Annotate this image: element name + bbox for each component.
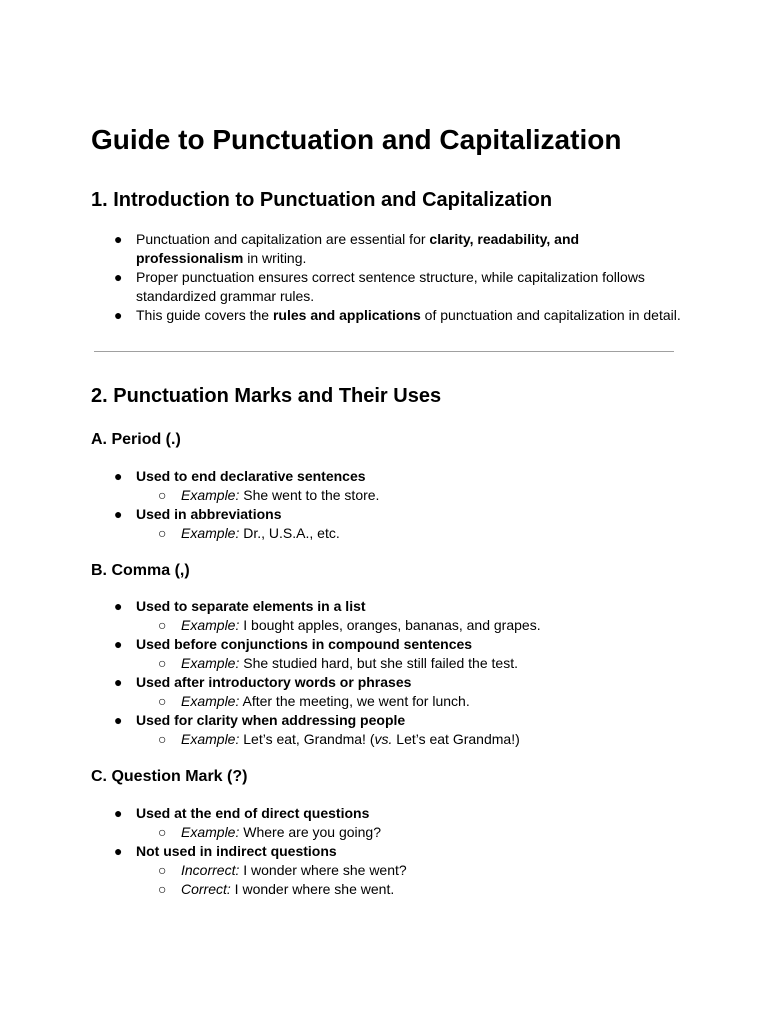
list-item: ● Proper punctuation ensures correct sentence structure, while capitalization follows standardized grammar rules.: [114, 269, 645, 304]
bullet-icon: ●: [114, 506, 123, 522]
circle-bullet-icon: ○: [158, 881, 167, 897]
bullet-icon: ●: [114, 468, 123, 484]
horizontal-divider: [94, 351, 674, 352]
bullet-icon: ●: [114, 231, 123, 247]
list-item: ● Used for clarity when addressing people: [114, 712, 406, 728]
example-item: ○ Example: She went to the store.: [158, 487, 380, 503]
correct-example-item: ○ Correct: I wonder where she went.: [158, 881, 395, 897]
bullet-icon: ●: [114, 712, 123, 728]
example-item: ○ Example: I bought apples, oranges, bananas, and grapes.: [158, 617, 541, 633]
example-item: ○ Example: Where are you going?: [158, 824, 381, 840]
incorrect-example-item: ○ Incorrect: I wonder where she went?: [158, 862, 407, 878]
bullet-icon: ●: [114, 307, 123, 323]
list-item: ● This guide covers the rules and applications of punctuation and capitalization in detail.: [114, 307, 681, 323]
period-list: [0, 467, 768, 543]
list-item: ● Used at the end of direct questions: [114, 805, 370, 821]
bullet-icon: ●: [114, 674, 123, 690]
example-item: ○ Example: Let’s eat, Grandma! (vs. Let’s eat Grandma!): [158, 731, 520, 747]
circle-bullet-icon: ○: [158, 655, 167, 671]
circle-bullet-icon: ○: [158, 862, 167, 878]
list-item: ● Used to end declarative sentences: [114, 468, 366, 484]
bullet-icon: ●: [114, 805, 123, 821]
circle-bullet-icon: ○: [158, 487, 167, 503]
bullet-icon: ●: [114, 636, 123, 652]
circle-bullet-icon: ○: [158, 525, 167, 541]
bullet-icon: ●: [114, 843, 123, 859]
list-item: ● Used before conjunctions in compound sentences: [114, 636, 473, 652]
list-item: ● Used in abbreviations: [114, 506, 282, 522]
list-item: ● Not used in indirect questions: [114, 843, 337, 859]
list-item: ● Used to separate elements in a list: [114, 598, 366, 614]
circle-bullet-icon: ○: [158, 731, 167, 747]
comma-list: [0, 597, 768, 749]
subsection-comma-heading: B. Comma (,): [91, 562, 190, 579]
circle-bullet-icon: ○: [158, 617, 167, 633]
subsection-question-mark-heading: C. Question Mark (?): [91, 768, 248, 785]
bullet-icon: ●: [114, 598, 123, 614]
circle-bullet-icon: ○: [158, 693, 167, 709]
example-item: ○ Example: She studied hard, but she still failed the test.: [158, 655, 518, 671]
example-item: ○ Example: Dr., U.S.A., etc.: [158, 525, 340, 541]
example-item: ○ Example: After the meeting, we went for lunch.: [158, 693, 470, 709]
circle-bullet-icon: ○: [158, 824, 167, 840]
section-1-list: [0, 230, 768, 325]
section-1-heading: 1. Introduction to Punctuation and Capitalization: [91, 189, 553, 211]
bullet-icon: ●: [114, 269, 123, 285]
subsection-period-heading: A. Period (.): [91, 431, 181, 448]
document-title: Guide to Punctuation and Capitalization: [91, 124, 622, 155]
section-2-heading: 2. Punctuation Marks and Their Uses: [91, 385, 442, 407]
list-item: ● Used after introductory words or phrases: [114, 674, 412, 690]
question-mark-list: [0, 804, 768, 899]
list-item: ● Punctuation and capitalization are essential for clarity, readability, and professionalism in writing.: [114, 231, 580, 266]
